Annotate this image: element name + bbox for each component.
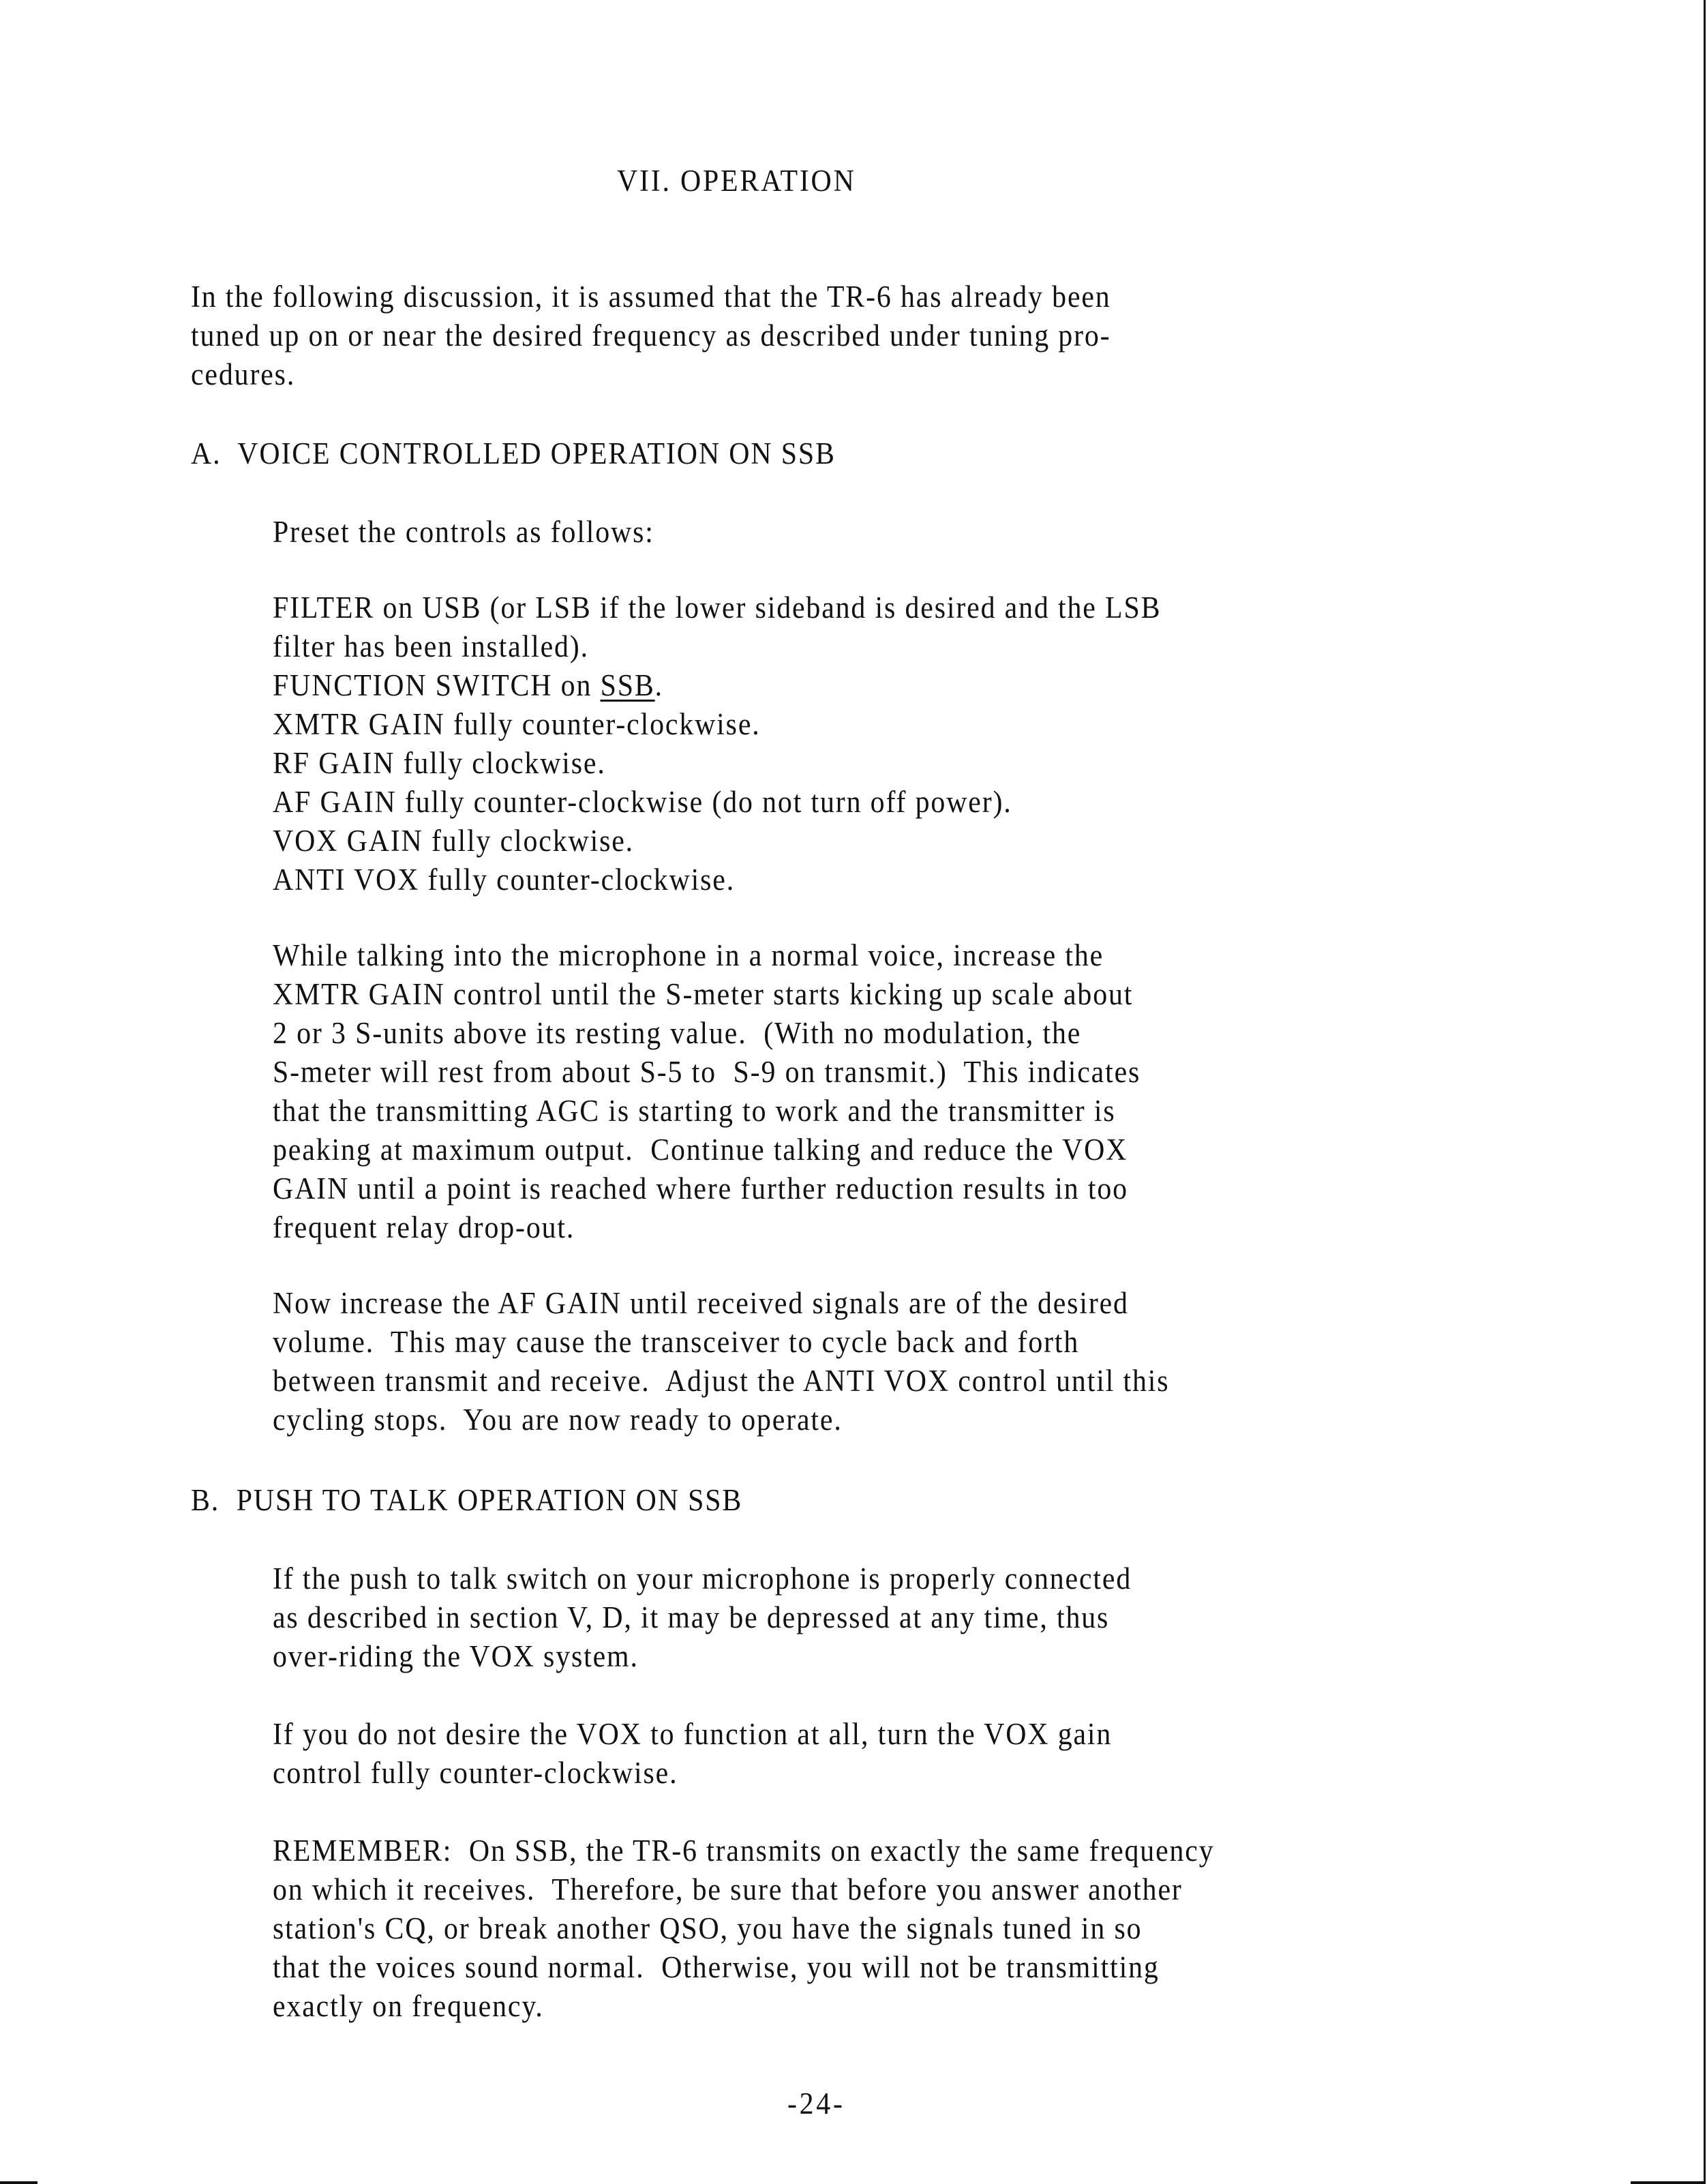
control-line: FILTER on USB (or LSB if the lower sideband is desired and the LSB	[273, 590, 1162, 625]
paragraph-line: S-meter will rest from about S-5 to S-9 on transmit.) This indicates	[273, 1055, 1141, 1089]
intro-line: tuned up on or near the desired frequency as described under tuning pro-	[191, 318, 1111, 353]
paragraph-line: volume. This may cause the transceiver to cycle back and forth	[273, 1325, 1080, 1359]
scan-artifact-bottom-right	[1631, 2181, 1706, 2184]
paragraph-line: Now increase the AF GAIN until received signals are of the desired	[273, 1286, 1129, 1320]
control-text: .	[654, 668, 663, 702]
remember-line: exactly on frequency.	[273, 1989, 544, 2023]
control-line-function-switch	[273, 668, 663, 702]
control-line: AF GAIN fully counter-clockwise (do not turn off power).	[273, 785, 1012, 819]
remember-line: REMEMBER: On SSB, the TR-6 transmits on exactly the same frequency	[273, 1834, 1215, 1868]
page-title: VII. OPERATION	[617, 164, 856, 198]
paragraph-line: XMTR GAIN control until the S-meter starts kicking up scale about	[273, 977, 1134, 1011]
section-a-heading: A. VOICE CONTROLLED OPERATION ON SSB	[191, 436, 836, 470]
paragraph-line: control fully counter-clockwise.	[273, 1756, 678, 1790]
control-line: RF GAIN fully clockwise.	[273, 746, 606, 780]
remember-line: station's CQ, or break another QSO, you have the signals tuned in so	[273, 1911, 1143, 1945]
paragraph-line: over-riding the VOX system.	[273, 1639, 639, 1673]
paragraph-line: 2 or 3 S-units above its resting value. (With no modulation, the	[273, 1016, 1082, 1050]
scan-artifact-bottom-left	[0, 2181, 37, 2184]
paragraph-line: as described in section V, D, it may be depressed at any time, thus	[273, 1600, 1110, 1634]
control-line: XMTR GAIN fully counter-clockwise.	[273, 707, 761, 741]
paragraph-line: cycling stops. You are now ready to operate.	[273, 1403, 843, 1437]
underlined-ssb: SSB	[600, 668, 655, 702]
paragraph-line: between transmit and receive. Adjust the ANTI VOX control until this	[273, 1364, 1170, 1398]
remember-line: that the voices sound normal. Otherwise, you will not be transmitting	[273, 1950, 1160, 1984]
control-text: FUNCTION SWITCH on	[273, 668, 601, 702]
paragraph-line: If the push to talk switch on your microphone is properly connected	[273, 1561, 1132, 1596]
paragraph-line: If you do not desire the VOX to function at all, turn the VOX gain	[273, 1717, 1113, 1751]
section-b-heading: B. PUSH TO TALK OPERATION ON SSB	[191, 1483, 743, 1517]
control-line: ANTI VOX fully counter-clockwise.	[273, 863, 736, 897]
control-line: VOX GAIN fully clockwise.	[273, 824, 635, 858]
scan-edge-right	[1704, 0, 1706, 2184]
intro-line: In the following discussion, it is assumed that the TR-6 has already been	[191, 280, 1111, 314]
preset-line: Preset the controls as follows:	[273, 515, 654, 549]
paragraph-line: While talking into the microphone in a normal voice, increase the	[273, 938, 1104, 972]
control-line: filter has been installed).	[273, 629, 589, 663]
remember-line: on which it receives. Therefore, be sure that before you answer another	[273, 1872, 1183, 1906]
paragraph-line: frequent relay drop-out.	[273, 1210, 575, 1244]
paragraph-line: GAIN until a point is reached where further reduction results in too	[273, 1171, 1128, 1206]
intro-line: cedures.	[191, 357, 296, 391]
page-number: -24-	[787, 2086, 845, 2121]
paragraph-line: peaking at maximum output. Continue talking and reduce the VOX	[273, 1133, 1128, 1167]
paragraph-line: that the transmitting AGC is starting to work and the transmitter is	[273, 1094, 1116, 1128]
